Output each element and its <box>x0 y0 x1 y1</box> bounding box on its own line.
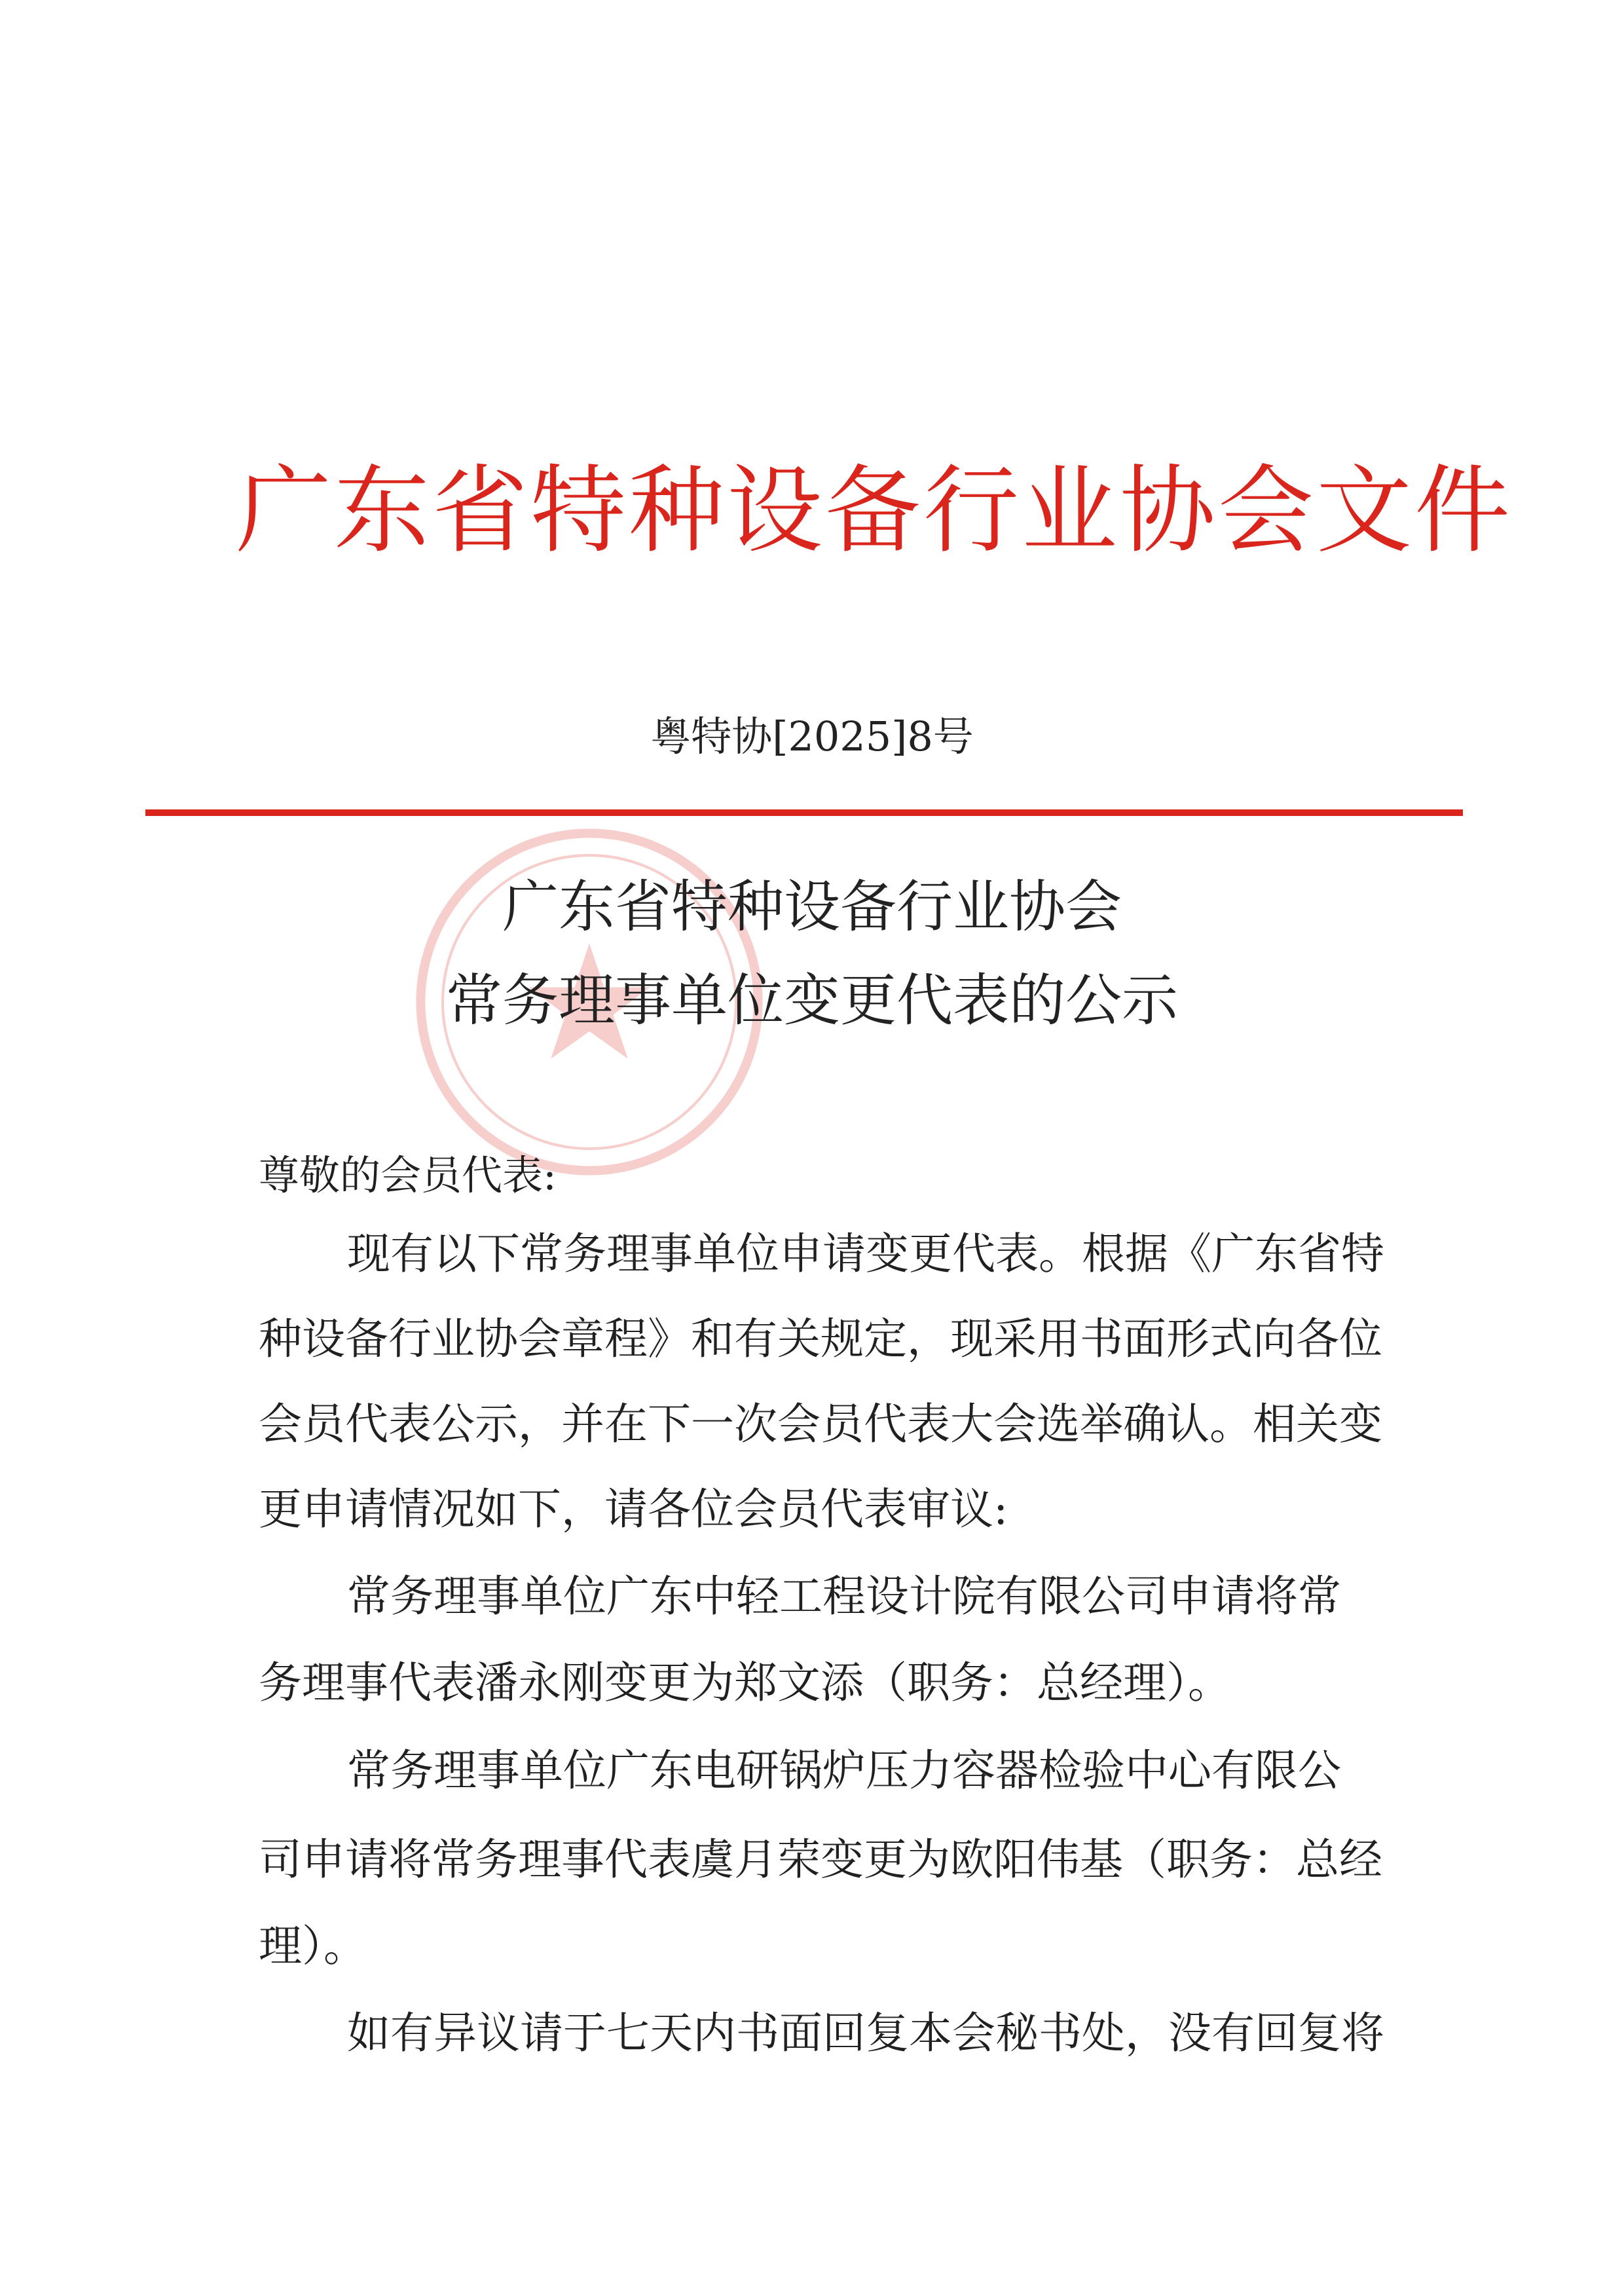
paragraph-3-line-2: 司申请将常务理事代表虞月荣变更为欧阳伟基（职务：总经 <box>259 1834 1382 1885</box>
paragraph-3-line-1: 常务理事单位广东电研锅炉压力容器检验中心有限公 <box>347 1745 1341 1796</box>
salutation: 尊敬的会员代表: <box>259 1151 557 1199</box>
paragraph-2-line-1: 常务理事单位广东中轻工程设计院有限公司申请将常 <box>347 1571 1341 1621</box>
notice-title-line-1: 广东省特种设备行业协会 <box>502 874 1122 940</box>
notice-title-line-2: 常务理事单位变更代表的公示 <box>446 968 1178 1033</box>
paragraph-1-line-3: 会员代表公示，并在下一次会员代表大会选举确认。相关变 <box>259 1399 1382 1449</box>
header-divider <box>145 809 1463 816</box>
paragraph-2-line-2: 务理事代表潘永刚变更为郑文添（职务：总经理）。 <box>259 1657 1231 1708</box>
paragraph-1-line-1: 现有以下常务理事单位申请变更代表。根据《广东省特 <box>347 1229 1384 1279</box>
paragraph-4-line-1: 如有异议请于七天内书面回复本会秘书处，没有回复将 <box>347 2008 1384 2058</box>
document-number: 粤特协[2025]8号 <box>650 713 974 760</box>
paragraph-1-line-4: 更申请情况如下，请各位会员代表审议: <box>259 1484 1008 1534</box>
paragraph-3-line-3: 理）。 <box>259 1921 367 1971</box>
document-header-title: 广东省特种设备行业协会文件 <box>236 455 1513 566</box>
paragraph-1-line-2: 种设备行业协会章程》和有关规定，现采用书面形式向各位 <box>259 1314 1382 1364</box>
